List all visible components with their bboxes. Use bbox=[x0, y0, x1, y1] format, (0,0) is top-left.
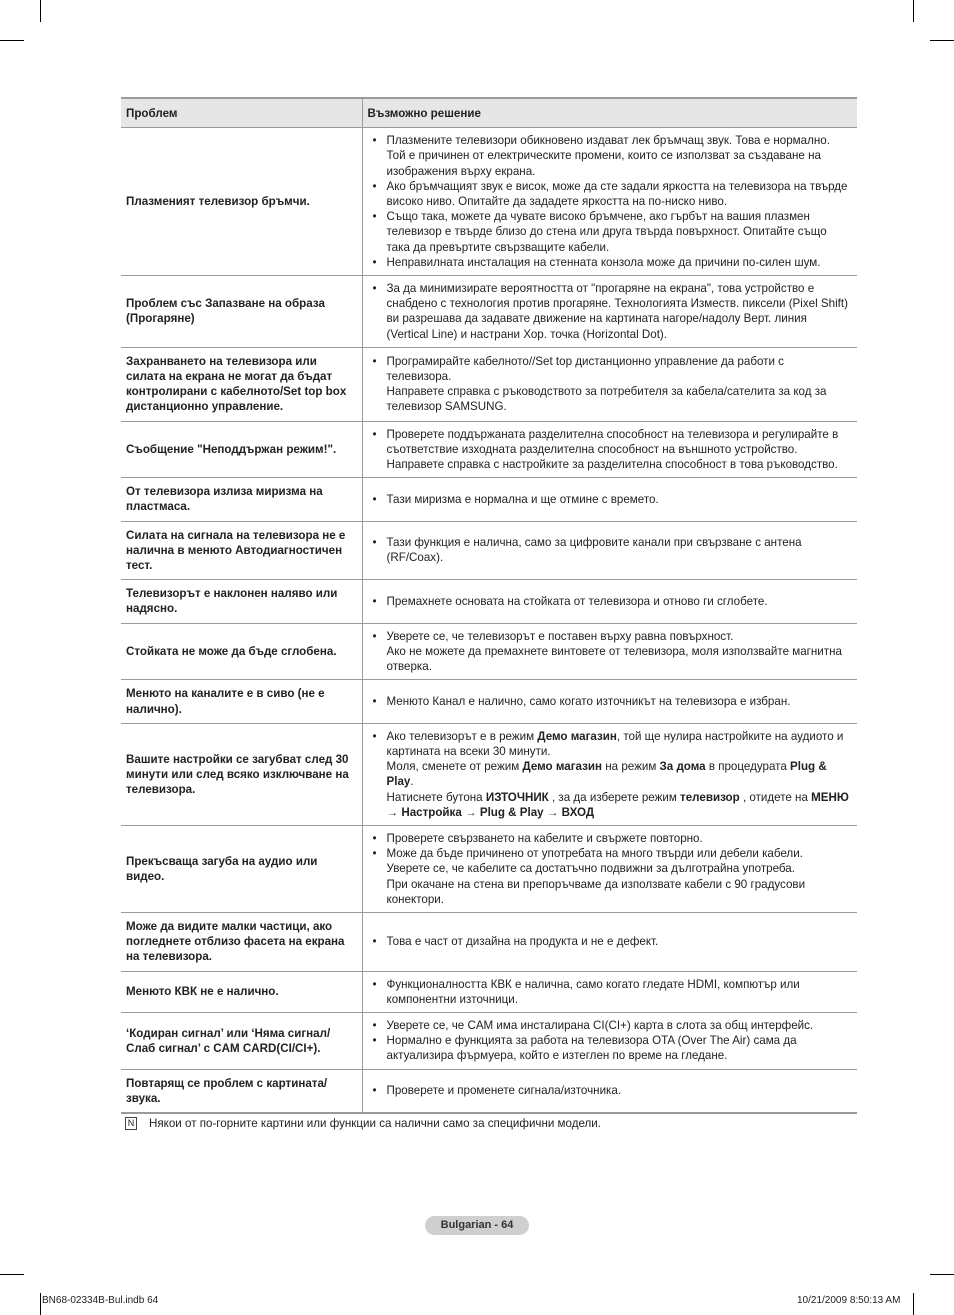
solution-cell bbox=[362, 521, 857, 580]
table-row bbox=[121, 723, 857, 825]
solution-cell bbox=[362, 825, 857, 912]
table-row bbox=[121, 825, 857, 912]
problem-cell: Захранването на телевизора или силата на екрана не могат да бъдат контролирани с кабелното/Set top box дистанционно управление. bbox=[121, 347, 362, 421]
solution-item: • Проверете поддържаната разделителна способност на телевизора и регулирайте в съответствие изходната разделителна способност на външното устройство. bbox=[367, 427, 852, 457]
emphasis-text: Демо магазин bbox=[537, 729, 617, 743]
solution-item bbox=[367, 759, 852, 789]
solution-item: • Програмирайте кабелното//Set top дистанционно управление да работи с телевизора. bbox=[367, 354, 852, 384]
problem-cell: Може да видите малки частици, ако погледнете отблизо фасета на екрана на телевизора. bbox=[121, 912, 362, 971]
solution-item: • Тази миризма е нормална и ще отмине с времето. bbox=[367, 492, 852, 507]
crop-mark bbox=[0, 1274, 24, 1275]
table-row bbox=[121, 971, 857, 1012]
problem-cell: Прекъсваща загуба на аудио или видео. bbox=[121, 825, 362, 912]
solution-cell bbox=[362, 276, 857, 348]
solution-text: Натиснете бутона bbox=[386, 790, 486, 804]
note-text: Някои от по-горните картини или функции са налични само за специфични модели. bbox=[149, 1117, 602, 1130]
problem-cell: ‘Кодиран сигнал’ или ‘Няма сигнал/ Слаб сигнал’ с CAM CARD(CI/CI+). bbox=[121, 1012, 362, 1069]
problem-column-header: Проблем bbox=[121, 98, 362, 128]
solution-item: • Тази функция е налична, само за цифровите канали при свързване с антена (RF/Coax). bbox=[367, 535, 852, 565]
table-row bbox=[121, 1069, 857, 1113]
emphasis-text: Plug & Play bbox=[386, 760, 827, 789]
solution-item: • Това е част от дизайна на продукта и не е дефект. bbox=[367, 934, 852, 949]
problem-cell: От телевизора излиза миризма на пластмаса. bbox=[121, 478, 362, 521]
crop-mark bbox=[913, 0, 914, 22]
solution-cell bbox=[362, 912, 857, 971]
emphasis-text: МЕНЮ → Настройка → Plug & Play → ВХОД bbox=[386, 790, 849, 819]
solution-column-header: Възможно решение bbox=[362, 98, 857, 128]
solution-cell bbox=[362, 1069, 857, 1113]
solution-item: Ако не можете да премахнете винтовете от телевизора, моля използвайте магнитна отверка. bbox=[386, 644, 842, 674]
emphasis-text: Демо магазин bbox=[522, 760, 603, 774]
emphasis-text: За дома bbox=[659, 760, 706, 774]
solution-item: • Също така, можете да чувате високо бръмчене, ако гърбът на вашия плазмен телевизор е твърде близо до стена или друга твърда повърхност. Опитайте също така да превъртите свързващите кабели. bbox=[367, 209, 852, 255]
table-row bbox=[121, 1012, 857, 1069]
table-row bbox=[121, 521, 857, 580]
solution-item: • Проверете свързването на кабелите и свържете повторно. bbox=[367, 831, 852, 846]
solution-item: • Менюто Канал е налично, само когато източникът на телевизора е избран. bbox=[367, 694, 852, 709]
problem-cell: Стойката не може да бъде сглобена. bbox=[121, 623, 362, 680]
solution-text: Моля, сменете от режим bbox=[386, 760, 523, 774]
solution-item: • Нормално е функцията за работа на телевизора OTA (Over The Air) сама да актуализира фърмуера, който е изтеглен по време на гледане. bbox=[367, 1033, 852, 1063]
solution-text: , за да изберете режим bbox=[548, 790, 681, 804]
solution-item: • Плазмените телевизори обикновено издават лек бръмчащ звук. Това е нормално. Той е причинен от електрическите промени, които се използват за създаване на изображения върху екрана. bbox=[367, 133, 852, 179]
footer-timestamp: 10/21/2009 8:50:13 AM bbox=[797, 1295, 901, 1306]
note-icon: N bbox=[125, 1117, 137, 1130]
table-row bbox=[121, 623, 857, 680]
table-row bbox=[121, 421, 857, 478]
table-row bbox=[121, 580, 857, 623]
page-number-badge: Bulgarian - 64 bbox=[425, 1216, 529, 1235]
solution-text: в процедурата bbox=[705, 760, 791, 774]
footer-file: BN68-02334B-Bul.indb 64 bbox=[42, 1295, 159, 1306]
solution-cell bbox=[362, 128, 857, 276]
solution-item: • Неправилната инсталация на стенната конзола може да причини по-силен шум. bbox=[367, 255, 852, 270]
problem-cell: Плазменият телевизор бръмчи. bbox=[121, 128, 362, 276]
solution-cell bbox=[362, 580, 857, 623]
solution-cell bbox=[362, 971, 857, 1012]
crop-mark bbox=[930, 40, 954, 41]
problem-cell: Силата на сигнала на телевизора не е налична в менюто Автодиагностичен тест. bbox=[121, 521, 362, 580]
problem-cell: Проблем със Запазване на образа (Прогаряне) bbox=[121, 276, 362, 348]
solution-text: , той ще нулира настройките на аудиото и картината на всеки 30 минути. bbox=[386, 729, 844, 758]
solution-cell bbox=[362, 680, 857, 723]
solution-item: Направете справка с настройките за разделителна способност в това ръководство. bbox=[386, 458, 838, 472]
solution-cell bbox=[362, 421, 857, 478]
emphasis-text: телевизор bbox=[680, 790, 740, 804]
solution-item: • За да минимизирате вероятността от "прогаряне на екрана", това устройство е снабдено с технология против прогаряне. Технологията Изместв. пиксели (Pixel Shift) ви разрешава да задавате движение на картината нагоре/надолу Верт. линия (Vertical Line) и настрани Хор. точка (Horizontal Dot). bbox=[367, 281, 852, 342]
table-header bbox=[121, 98, 857, 128]
solution-text: на режим bbox=[602, 760, 660, 774]
solution-item: Направете справка с ръководството за потребителя за кабела/сателита за код за телевизор SAMSUNG. bbox=[386, 385, 827, 414]
emphasis-text: ИЗТОЧНИК bbox=[485, 790, 549, 804]
solution-item: • Функционалността КВК е налична, само когато гледате HDMI, компютър или компонентни източници. bbox=[367, 977, 852, 1007]
solution-item bbox=[367, 790, 852, 820]
solution-item: • Премахнете основата на стойката от телевизора и отново ги сглобете. bbox=[367, 594, 852, 609]
problem-cell: Съобщение "Неподдържан режим!". bbox=[121, 421, 362, 478]
crop-mark bbox=[40, 1293, 41, 1315]
solution-text: . bbox=[410, 775, 414, 789]
table-row bbox=[121, 128, 857, 276]
solution-item: • Ако бръмчащият звук е висок, може да сте задали яркостта на телевизора на твърде високо ниво. Опитайте да зададете яркостта на по-ниско ниво. bbox=[367, 179, 852, 209]
table-row bbox=[121, 680, 857, 723]
troubleshooting-table bbox=[121, 97, 857, 1114]
crop-mark bbox=[0, 40, 24, 41]
solution-item: Уверете се, че кабелите са достатъчно подвижни за дълготрайна употреба. bbox=[386, 862, 795, 876]
solution-item: При окачане на стена ви препоръчваме да използвате кабели с 90 градусови конектори. bbox=[386, 877, 806, 906]
solution-cell bbox=[362, 1012, 857, 1069]
solution-text: Ако телевизорът е в режим bbox=[386, 729, 538, 743]
solution-item: • Уверете се, че телевизорът е поставен върху равна повърхност. bbox=[367, 629, 852, 644]
table-row bbox=[121, 912, 857, 971]
solution-cell bbox=[362, 623, 857, 680]
solution-item: • Може да бъде причинено от употребата на много твърди или дебели кабели. bbox=[367, 846, 852, 861]
table-body bbox=[121, 128, 857, 1113]
problem-cell: Менюто КВК не е налично. bbox=[121, 971, 362, 1012]
problem-cell: Повтарящ се проблем с картината/ звука. bbox=[121, 1069, 362, 1113]
solution-cell bbox=[362, 478, 857, 521]
table-row bbox=[121, 276, 857, 348]
problem-cell: Вашите настройки се загубват след 30 минути или след всяко изключване на телевизора. bbox=[121, 723, 362, 825]
solution-item bbox=[367, 729, 852, 759]
problem-cell: Телевизорът е наклонен наляво или надясно. bbox=[121, 580, 362, 623]
solution-cell bbox=[362, 723, 857, 825]
crop-mark bbox=[40, 0, 41, 22]
table-row bbox=[121, 478, 857, 521]
solution-cell bbox=[362, 347, 857, 421]
problem-cell: Менюто на каналите е в сиво (не е налично). bbox=[121, 680, 362, 723]
note bbox=[122, 1117, 601, 1130]
crop-mark bbox=[930, 1274, 954, 1275]
solution-text: , отидете на bbox=[739, 790, 812, 804]
table-row bbox=[121, 347, 857, 421]
crop-mark bbox=[913, 1293, 914, 1315]
solution-item: • Проверете и променете сигнала/източника. bbox=[367, 1083, 852, 1098]
solution-item: • Уверете се, че CAM има инсталирана CI(CI+) карта в слота за общ интерфейс. bbox=[367, 1018, 852, 1033]
